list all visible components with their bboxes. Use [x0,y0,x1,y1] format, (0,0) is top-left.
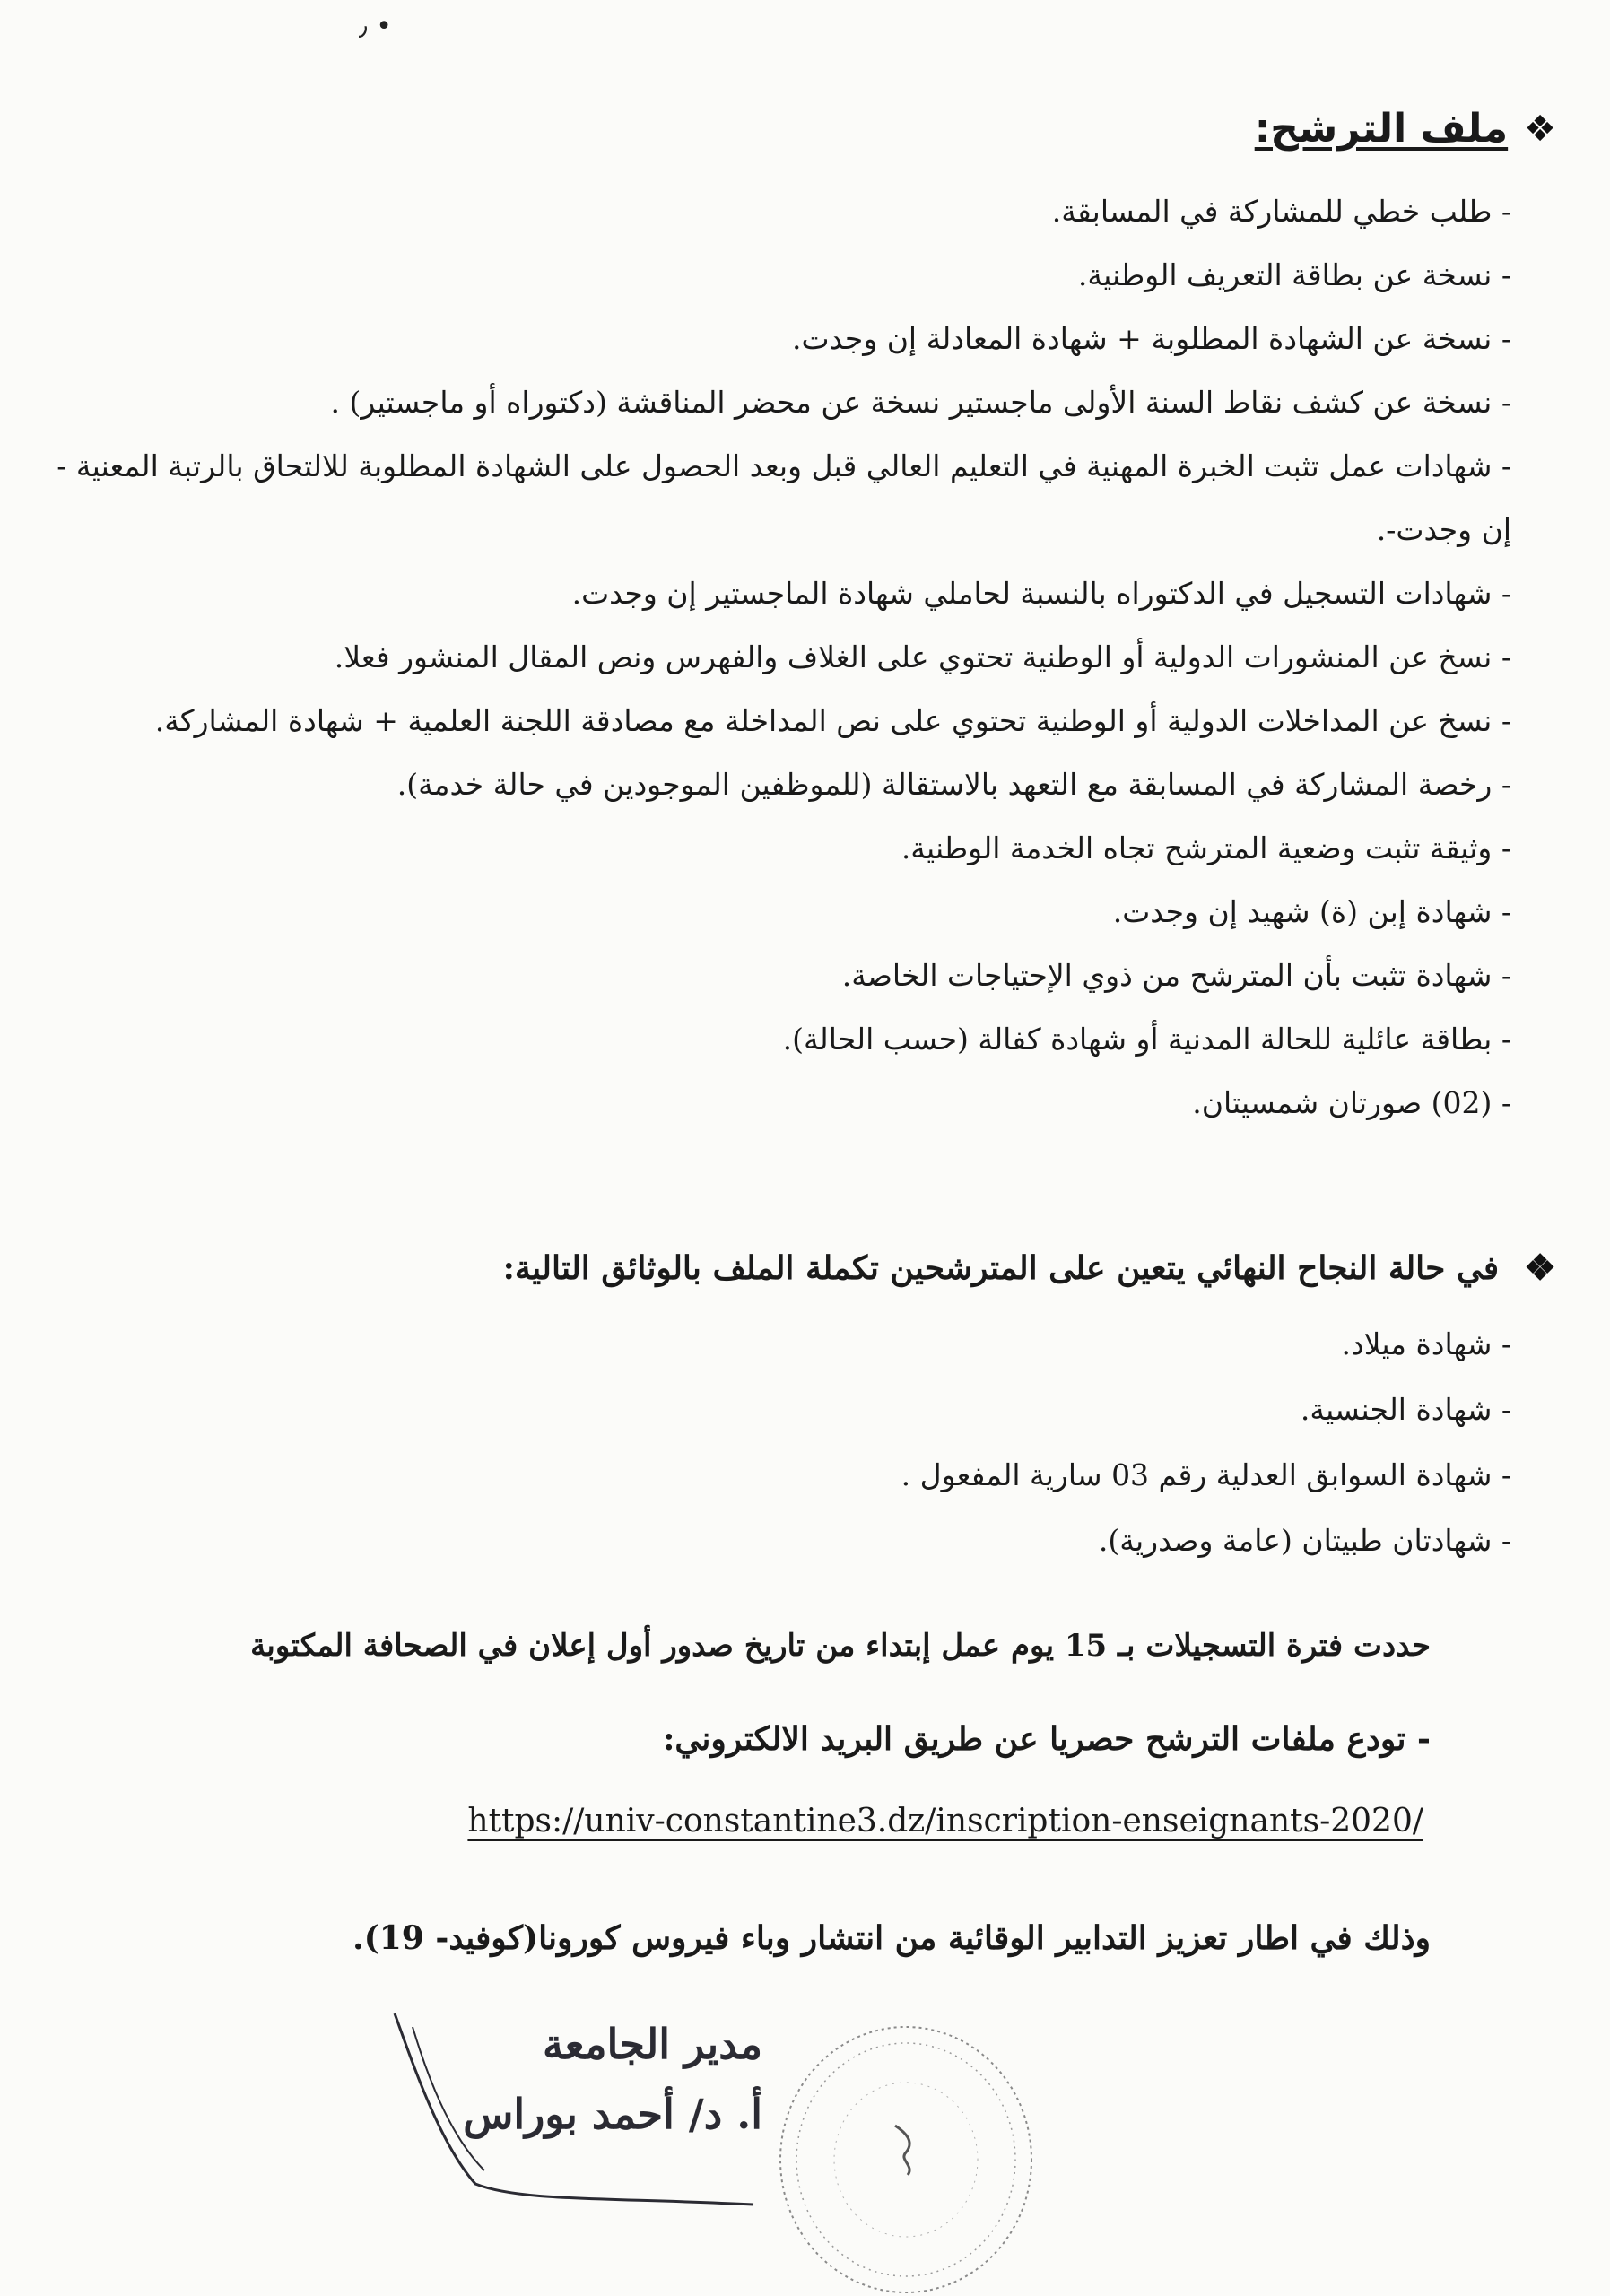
list-item: - رخصة المشاركة في المسابقة مع التعهد بالاستقالة (للموظفين الموجودين في حالة خدمة). [49,752,1511,816]
final-success-heading [76,1247,1556,1289]
list-item: - شهادة السوابق العدلية رقم 03 سارية المفعول . [49,1442,1511,1508]
registration-period-text: حددت فترة التسجيلات بـ 15 يوم عمل إبتداء من تاريخ صدور أول إعلان في الصحافة المكتوبة [250,1628,1431,1664]
required-documents-list [49,179,1511,1135]
signature-block [377,2009,762,2215]
diamond-bullet-icon: ❖ [1524,1247,1556,1289]
list-item: - شهادتان طبيتان (عامة وصدرية). [49,1508,1511,1573]
signature-role: مدير الجامعة [543,2020,762,2068]
list-item: - نسخة عن الشهادة المطلوبة + شهادة المعادلة إن وجدت. [49,307,1511,370]
list-item: - نسخة عن بطاقة التعريف الوطنية. [49,243,1511,307]
diamond-bullet-icon: ❖ [1524,108,1556,150]
list-item: - شهادة الجنسية. [49,1377,1511,1442]
list-item: - شهادة تثبت بأن المترشح من ذوي الإحتياجات الخاصة. [49,944,1511,1007]
signature-name: أ. د/ أحمد بوراس [463,2090,762,2138]
corner-marks: ٫ • [359,11,392,42]
list-item: - نسخ عن المنشورات الدولية أو الوطنية تحتوي على الغلاف والفهرس ونص المقال المنشور فعلا. [49,625,1511,689]
list-item: - طلب خطي للمشاركة في المسابقة. [49,179,1511,243]
list-item: - (02) صورتان شمسيتان. [49,1071,1511,1135]
list-item: - شهادات التسجيل في الدكتوراه بالنسبة لحاملي شهادة الماجستير إن وجدت. [49,561,1511,625]
final-success-title: في حالة النجاح النهائي يتعين على المترشحين تكملة الملف بالوثائق التالية: [502,1248,1500,1287]
page-title: ملف الترشح: [1254,106,1509,152]
list-item: - نسخ عن المداخلات الدولية أو الوطنية تحتوي على نص المداخلة مع مصادقة اللجنة العلمية + شهادة المشاركة. [49,689,1511,752]
list-item: - نسخة عن كشف نقاط السنة الأولى ماجستير نسخة عن محضر المناقشة (دكتوراه أو ماجستير) . [49,370,1511,434]
list-item: - شهادة ميلاد. [49,1311,1511,1377]
list-item: - شهادة إبن (ة) شهيد إن وجدت. [49,880,1511,944]
list-item: - شهادات عمل تثبت الخبرة المهنية في التعليم العالي قبل وبعد الحصول على الشهادة المطلوبة للالتحاق بالرتبة المعنية - إن وجدت-. [49,434,1511,561]
covid-note-text: وذلك في اطار تعزيز التدابير الوقائية من انتشار وباء فيروس كورونا(كوفيد- 19). [352,1919,1431,1957]
final-documents-list [49,1311,1511,1573]
list-item: - وثيقة تثبت وضعية المترشح تجاه الخدمة الوطنية. [49,816,1511,880]
submission-note-text: - تودع ملفات الترشح حصريا عن طريق البريد الالكتروني: [663,1720,1431,1758]
signature-scribble-icon [377,2009,762,2215]
list-item: - بطاقة عائلية للحالة المدنية أو شهادة كفالة (حسب الحالة). [49,1007,1511,1071]
section-heading [76,106,1556,152]
official-stamp-icon [771,2018,1040,2296]
submission-url-link[interactable]: https://univ-constantine3.dz/inscription-enseignants-2020/ [467,1803,1423,1839]
